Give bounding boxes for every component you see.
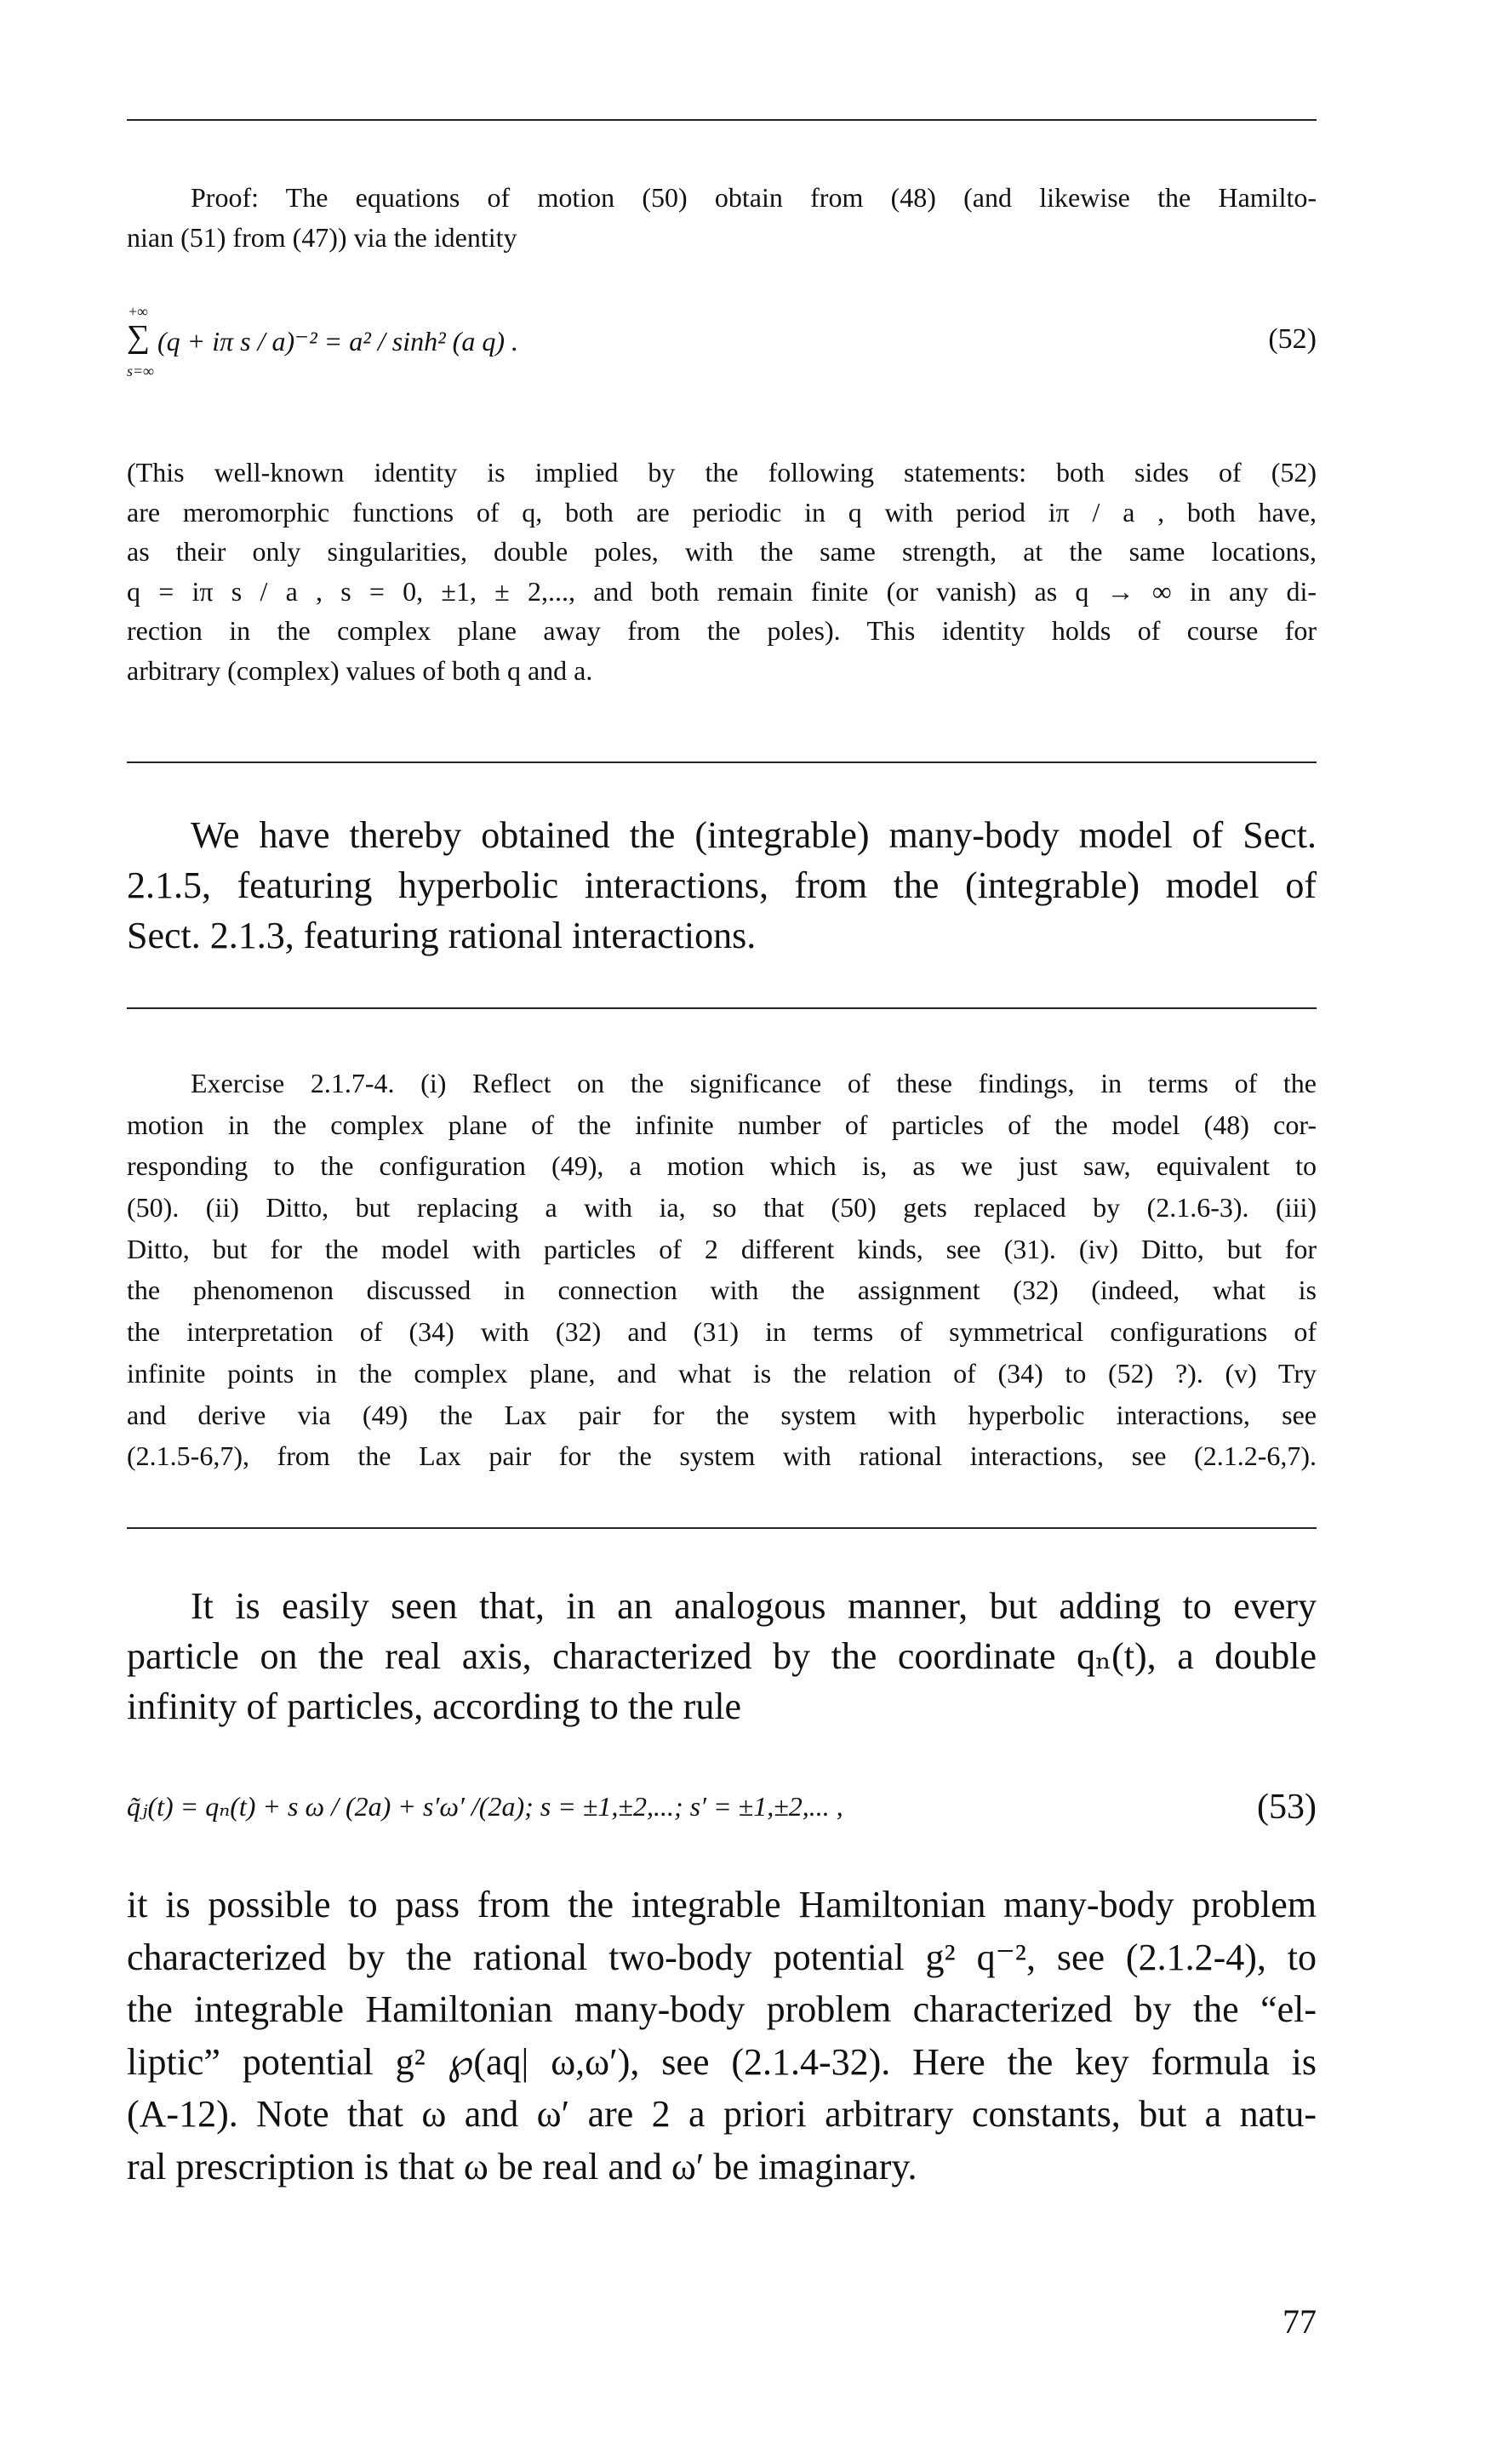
text-line: as their only singularities, double poles, with the same strength, at the same locations, [127, 536, 1317, 568]
rule-top [127, 119, 1317, 121]
sum-symbol: ∑ [127, 319, 151, 355]
text-line: We have thereby obtained the (integrable) many-body model of Sect. [191, 814, 1317, 856]
text-line: infinity of particles, according to the rule [127, 1685, 742, 1727]
text-line: rection in the complex plane away from the poles). This identity holds of course for [127, 615, 1317, 647]
text-line: nian (51) from (47)) via the identity [127, 221, 517, 253]
text-line: it is possible to pass from the integrable Hamiltonian many-body problem [127, 1884, 1317, 1925]
sum-upper-limit: +∞ [129, 303, 148, 320]
text-line: the interpretation of (34) with (32) and (31) in terms of symmetrical configurations of [127, 1316, 1317, 1348]
equation-body: (q + iπ s / a)⁻² = a² / sinh² (a q) . [157, 326, 518, 356]
main-paragraph-3 [127, 1879, 1317, 2193]
equation-number: (53) [1257, 1788, 1317, 1827]
text-line: infinite points in the complex plane, and what is the relation of (34) to (52) ?). (v) Try [127, 1357, 1317, 1389]
text-line: ral prescription is that ω be real and ω′ be imaginary. [127, 2145, 917, 2187]
text-line: Sect. 2.1.3, featuring rational interactions. [127, 915, 757, 956]
equation-53 [127, 1787, 1317, 1838]
text-line: Proof: The equations of motion (50) obtain from (48) (and likewise the Hamilto- [191, 182, 1317, 213]
text-line: are meromorphic functions of q, both are periodic in q with period iπ / a , both have, [127, 496, 1317, 528]
text-line: and derive via (49) the Lax pair for the system with hyperbolic interactions, see [127, 1399, 1317, 1430]
text-line: q = iπ s / a , s = 0, ±1, ± 2,..., and both remain finite (or vanish) as q → ∞ in any di- [127, 575, 1317, 607]
equation-52 [127, 303, 1317, 383]
text-line: (50). (ii) Ditto, but replacing a with ia, so that (50) gets replaced by (2.1.6-3). (iii) [127, 1192, 1317, 1223]
text-line: motion in the complex plane of the infinite number of particles of the model (48) cor- [127, 1109, 1317, 1140]
text-line: (A-12). Note that ω and ω′ are 2 a priori arbitrary constants, but a natu- [127, 2093, 1317, 2135]
text-line: characterized by the rational two-body potential g² q⁻², see (2.1.2-4), to [127, 1936, 1317, 1978]
identity-note-paragraph [127, 453, 1317, 691]
page-number: 77 [1282, 2302, 1317, 2341]
equation-body: q̃ⱼ(t) = qₙ(t) + s ω / (2a) + s′ω′ /(2a); s = ±1,±2,...; s′ = ±1,±2,... , [127, 1791, 843, 1822]
text-line: It is easily seen that, in an analogous manner, but adding to every [191, 1585, 1317, 1627]
text-line: 2.1.5, featuring hyperbolic interactions, from the (integrable) model of [127, 864, 1317, 906]
sum-lower-limit: s=∞ [127, 362, 154, 379]
text-line: particle on the real axis, characterized by the coordinate qₙ(t), a double [127, 1635, 1317, 1677]
text-line: (This well-known identity is implied by the following statements: both sides of (52) [127, 457, 1317, 488]
text-line: arbitrary (complex) values of both q and a. [127, 654, 593, 686]
exercise-paragraph [127, 1063, 1317, 1477]
text-line: Exercise 2.1.7-4. (i) Reflect on the significance of these findings, in terms of the [191, 1068, 1317, 1098]
text-line: the phenomenon discussed in connection with the assignment (32) (indeed, what is [127, 1275, 1317, 1306]
equation-number: (52) [1268, 323, 1317, 355]
main-paragraph-2 [127, 1581, 1317, 1731]
text-line: Ditto, but for the model with particles of 2 different kinds, see (31). (iv) Ditto, but for [127, 1233, 1317, 1264]
main-paragraph-1 [127, 810, 1317, 961]
text-line: the integrable Hamiltonian many-body problem characterized by the “el- [127, 1988, 1317, 2030]
text-line: liptic” potential g² ℘(aq| ω,ω′), see (2.1.4-32). Here the key formula is [127, 2040, 1317, 2083]
proof-paragraph [127, 178, 1317, 257]
rule [127, 1007, 1317, 1009]
text-line: responding to the configuration (49), a motion which is, as we just saw, equivalent to [127, 1150, 1317, 1182]
rule [127, 1527, 1317, 1529]
rule [127, 761, 1317, 763]
text-line: (2.1.5-6,7), from the Lax pair for the system with rational interactions, see (2.1.2-6,7). [127, 1440, 1317, 1472]
